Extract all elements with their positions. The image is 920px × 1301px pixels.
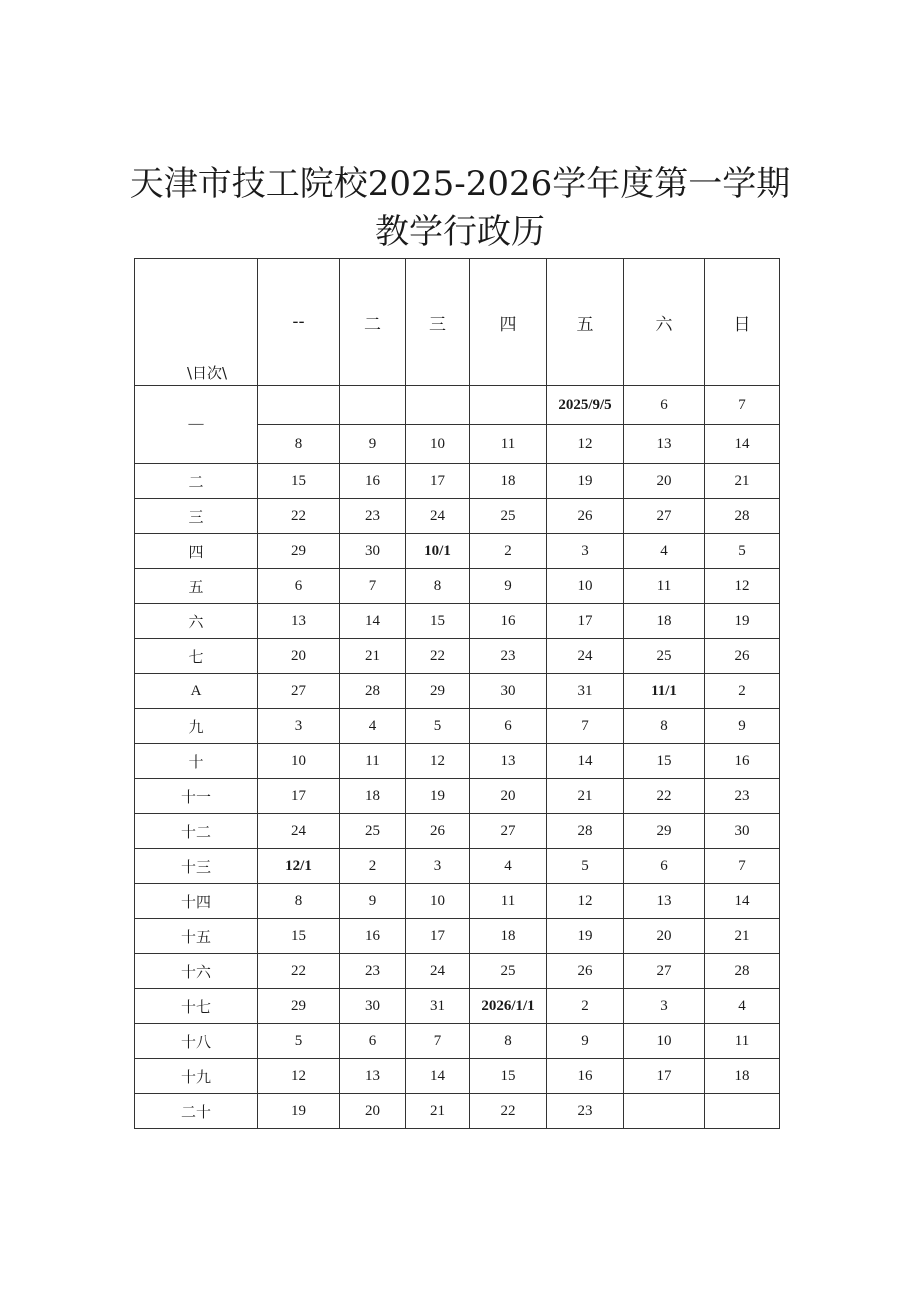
day-cell: 19 [547,919,624,954]
day-cell: 16 [470,604,547,639]
day-cell: 4 [624,534,705,569]
day-cell: 12 [547,425,624,464]
day-cell: 20 [624,464,705,499]
day-cell: 26 [406,814,470,849]
day-cell: 11 [470,425,547,464]
day-cell: 13 [470,744,547,779]
day-cell: 7 [340,569,406,604]
day-cell: 7 [406,1024,470,1059]
day-cell: 2026/1/1 [470,989,547,1024]
week-row [135,709,780,744]
day-cell [406,386,470,425]
week-row [135,464,780,499]
day-cell [340,386,406,425]
day-cell: 5 [258,1024,340,1059]
day-cell: 6 [624,849,705,884]
day-cell: 24 [547,639,624,674]
day-cell: 31 [406,989,470,1024]
day-cell: 14 [547,744,624,779]
day-cell: 20 [340,1094,406,1129]
day-cell: 8 [258,425,340,464]
day-cell: 13 [624,425,705,464]
day-cell: 19 [258,1094,340,1129]
day-cell: 14 [406,1059,470,1094]
week-row [135,386,780,425]
week-row [135,919,780,954]
weekday-header: -- [258,259,340,386]
day-cell: 7 [705,386,780,425]
day-cell: 16 [547,1059,624,1094]
page-title-line1: 天津市技工院校2025-2026学年度第一学期 [129,164,791,204]
day-cell: 26 [547,499,624,534]
week-row [135,954,780,989]
day-cell: 15 [258,464,340,499]
day-cell: 14 [705,884,780,919]
day-cell: 28 [340,674,406,709]
week-label: 二 [135,464,258,499]
day-cell: 30 [470,674,547,709]
day-cell: 19 [406,779,470,814]
week-row [135,849,780,884]
day-cell: 18 [470,919,547,954]
day-cell: 5 [547,849,624,884]
week-row [135,674,780,709]
day-cell: 9 [705,709,780,744]
weekday-header: 日 [705,259,780,386]
week-label: 十三 [135,849,258,884]
week-row [135,884,780,919]
day-cell: 18 [624,604,705,639]
week-label: 三 [135,499,258,534]
day-cell: 11/1 [624,674,705,709]
day-cell: 8 [406,569,470,604]
day-cell: 29 [406,674,470,709]
day-cell [470,386,547,425]
day-cell: 21 [547,779,624,814]
day-cell: 12 [547,884,624,919]
week-label: 十八 [135,1024,258,1059]
day-cell: 22 [258,954,340,989]
week-label: 十四 [135,884,258,919]
day-cell: 17 [547,604,624,639]
week-label: 五 [135,569,258,604]
day-cell: 27 [624,954,705,989]
week-row [135,744,780,779]
day-cell: 24 [406,954,470,989]
weekday-header: 四 [470,259,547,386]
day-cell: 17 [258,779,340,814]
day-cell: 20 [258,639,340,674]
day-cell: 4 [705,989,780,1024]
day-cell: 28 [705,499,780,534]
day-cell: 8 [624,709,705,744]
day-cell: 22 [470,1094,547,1129]
day-cell: 13 [624,884,705,919]
day-cell: 11 [624,569,705,604]
day-cell: 2 [340,849,406,884]
day-cell: 7 [547,709,624,744]
day-cell: 27 [470,814,547,849]
day-cell: 17 [406,919,470,954]
day-cell: 23 [470,639,547,674]
day-cell: 9 [340,425,406,464]
day-cell: 29 [624,814,705,849]
day-cell: 18 [470,464,547,499]
weekday-header: 三 [406,259,470,386]
day-cell: 4 [340,709,406,744]
day-cell: 4 [470,849,547,884]
day-cell: 23 [705,779,780,814]
day-cell: 17 [406,464,470,499]
week-label: 七 [135,639,258,674]
week-label: 四 [135,534,258,569]
week-label: 十二 [135,814,258,849]
day-cell: 17 [624,1059,705,1094]
week-label: — [135,386,258,464]
week-row [135,779,780,814]
day-cell: 14 [340,604,406,639]
day-cell: 6 [340,1024,406,1059]
day-cell: 8 [470,1024,547,1059]
day-cell: 8 [258,884,340,919]
week-row [135,639,780,674]
week-label: 二十 [135,1094,258,1129]
week-row [135,534,780,569]
week-row [135,989,780,1024]
day-cell: 29 [258,534,340,569]
day-cell: 3 [547,534,624,569]
week-label: 十一 [135,779,258,814]
day-cell: 16 [340,919,406,954]
day-cell: 18 [705,1059,780,1094]
day-cell [705,1094,780,1129]
day-cell: 23 [340,499,406,534]
page-title-line2: 教学行政历 [375,212,545,252]
day-cell: 12/1 [258,849,340,884]
week-row [135,1059,780,1094]
day-cell: 5 [406,709,470,744]
day-cell: 11 [470,884,547,919]
day-cell: 23 [340,954,406,989]
day-cell: 24 [258,814,340,849]
day-cell: 31 [547,674,624,709]
day-cell: 25 [470,499,547,534]
day-cell: 22 [624,779,705,814]
day-cell: 6 [258,569,340,604]
day-cell: 14 [705,425,780,464]
week-row [135,1024,780,1059]
day-cell: 2 [547,989,624,1024]
day-cell: 20 [470,779,547,814]
day-cell: 21 [340,639,406,674]
corner-label: \日次\ [187,364,228,382]
day-cell: 10/1 [406,534,470,569]
day-cell: 30 [705,814,780,849]
day-cell: 3 [258,709,340,744]
week-label: 十六 [135,954,258,989]
day-cell: 2 [470,534,547,569]
week-row [135,499,780,534]
day-cell: 10 [258,744,340,779]
day-cell: 13 [258,604,340,639]
day-cell: 3 [406,849,470,884]
day-cell: 15 [624,744,705,779]
day-cell [258,386,340,425]
day-cell: 19 [547,464,624,499]
day-cell: 15 [258,919,340,954]
day-cell: 12 [258,1059,340,1094]
day-cell: 13 [340,1059,406,1094]
corner-cell [135,259,258,386]
day-cell: 9 [547,1024,624,1059]
day-cell: 20 [624,919,705,954]
day-cell: 12 [406,744,470,779]
day-cell: 29 [258,989,340,1024]
day-cell: 6 [624,386,705,425]
day-cell: 22 [406,639,470,674]
week-row [135,1094,780,1129]
day-cell: 6 [470,709,547,744]
day-cell: 24 [406,499,470,534]
day-cell: 5 [705,534,780,569]
day-cell: 16 [340,464,406,499]
day-cell: 10 [624,1024,705,1059]
week-label: 十五 [135,919,258,954]
day-cell: 7 [705,849,780,884]
day-cell: 11 [705,1024,780,1059]
weekday-header: 五 [547,259,624,386]
day-cell: 22 [258,499,340,534]
day-cell: 10 [547,569,624,604]
day-cell: 21 [705,464,780,499]
day-cell: 21 [705,919,780,954]
weekday-header: 二 [340,259,406,386]
week-label: 九 [135,709,258,744]
day-cell: 26 [547,954,624,989]
day-cell: 21 [406,1094,470,1129]
week-label: 十九 [135,1059,258,1094]
weekday-header: 六 [624,259,705,386]
day-cell: 15 [406,604,470,639]
calendar-table [134,258,780,1129]
week-row [135,814,780,849]
day-cell: 27 [624,499,705,534]
day-cell: 26 [705,639,780,674]
day-cell: 30 [340,534,406,569]
day-cell: 18 [340,779,406,814]
day-cell: 3 [624,989,705,1024]
week-label: 六 [135,604,258,639]
week-label: 十 [135,744,258,779]
day-cell: 10 [406,884,470,919]
day-cell: 23 [547,1094,624,1129]
day-cell [624,1094,705,1129]
day-cell: 30 [340,989,406,1024]
day-cell: 16 [705,744,780,779]
day-cell: 27 [258,674,340,709]
day-cell: 28 [705,954,780,989]
day-cell: 12 [705,569,780,604]
week-row [135,604,780,639]
day-cell: 2 [705,674,780,709]
day-cell: 25 [340,814,406,849]
day-cell: 2025/9/5 [547,386,624,425]
day-cell: 28 [547,814,624,849]
weekday-header-row [135,259,780,386]
day-cell: 9 [340,884,406,919]
day-cell: 19 [705,604,780,639]
day-cell: 10 [406,425,470,464]
day-cell: 25 [624,639,705,674]
day-cell: 11 [340,744,406,779]
day-cell: 15 [470,1059,547,1094]
week-label: 十七 [135,989,258,1024]
day-cell: 9 [470,569,547,604]
week-row [135,569,780,604]
day-cell: 25 [470,954,547,989]
week-label: A [135,674,258,709]
